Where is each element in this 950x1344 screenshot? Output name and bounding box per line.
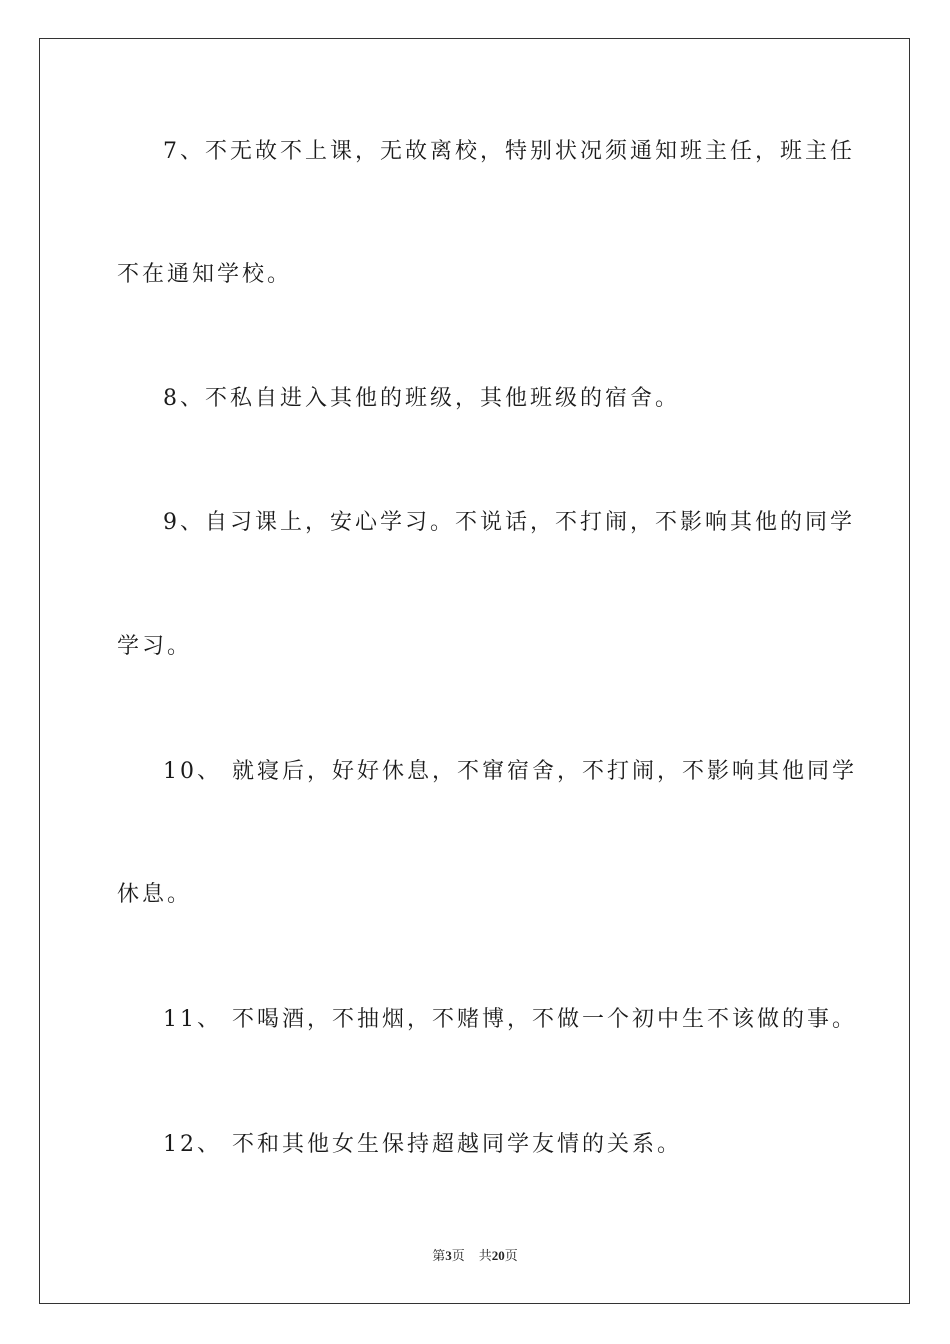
paragraph-7-line-2: 不在通知学校。	[117, 262, 293, 287]
footer-current-page: 3	[445, 1248, 452, 1263]
paragraph-8-line-1: 8、不私自进入其他的班级，其他班级的宿舍。	[163, 386, 680, 411]
paragraph-10-line-1: 10、 就寝后，好好休息，不窜宿舍，不打闹，不影响其他同学	[163, 759, 857, 784]
paragraph-7-line-1: 7、不无故不上课，无故离校，特别状况须通知班主任，班主任	[163, 139, 855, 164]
page-footer	[0, 1245, 950, 1264]
paragraph-9-line-1: 9、自习课上，安心学习。不说话，不打闹，不影响其他的同学	[163, 510, 855, 535]
paragraph-9-line-2: 学习。	[117, 634, 193, 659]
footer-page-unit: 页	[451, 1248, 465, 1263]
footer-total-prefix: 共	[478, 1248, 492, 1263]
footer-total-pages: 20	[491, 1248, 505, 1263]
footer-total-unit: 页	[504, 1248, 518, 1263]
paragraph-12-line-1: 12、 不和其他女生保持超越同学友情的关系。	[163, 1132, 682, 1157]
footer-prefix: 第	[432, 1248, 446, 1263]
page-border	[39, 38, 910, 1304]
paragraph-11-line-1: 11、 不喝酒，不抽烟，不赌博，不做一个初中生不该做的事。	[163, 1007, 857, 1032]
paragraph-10-line-2: 休息。	[117, 882, 193, 907]
